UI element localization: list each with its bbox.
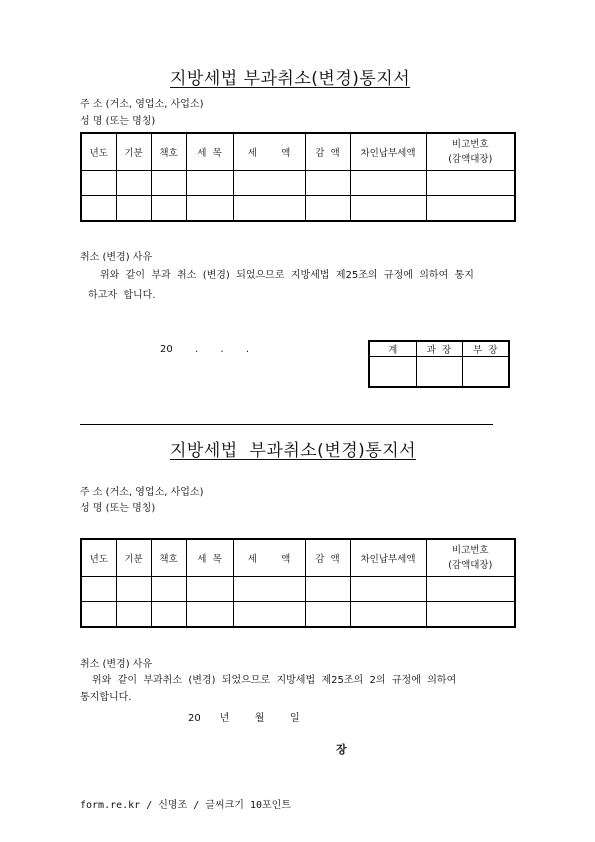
table-cell[interactable]: [116, 577, 151, 602]
table-cell[interactable]: [426, 196, 515, 222]
table-cell[interactable]: [305, 602, 350, 628]
form1-reason-label: 취소 (변경) 사유: [80, 252, 153, 263]
table-cell[interactable]: [116, 196, 151, 222]
table-row: [81, 602, 515, 628]
table-cell[interactable]: [350, 602, 426, 628]
table-cell[interactable]: [350, 577, 426, 602]
column-header: 감 액: [305, 133, 350, 171]
table-cell[interactable]: [305, 171, 350, 196]
table-cell[interactable]: [426, 171, 515, 196]
form1-date-line: 20 . . .: [160, 344, 250, 355]
column-header: 세 목: [186, 133, 233, 171]
form1-name-label: 성 명 (또는 명칭): [80, 116, 156, 127]
column-header: 책호: [151, 539, 186, 577]
table-header-row: [81, 539, 515, 577]
table-cell[interactable]: [350, 196, 426, 222]
form2-date-line: 20 년 월 일: [188, 713, 300, 724]
table-cell[interactable]: [305, 196, 350, 222]
table-header-row: [81, 133, 515, 171]
form2-name-label: 성 명 (또는 명칭): [80, 503, 156, 514]
form2-body-line2: 통지합니다.: [80, 692, 132, 703]
form2-body-line1: 위와 같이 부과취소 (변경) 되었으므로 지방세법 제25조의 2의 규정에 의하여: [92, 675, 457, 686]
form1-body-line2: 하고자 합니다.: [88, 290, 156, 301]
approval-sign-cell[interactable]: [462, 357, 509, 387]
column-header: 비고번호 (감액대장): [426, 539, 515, 577]
table-row: [81, 196, 515, 222]
column-header: 세 액: [233, 539, 305, 577]
table-cell[interactable]: [81, 602, 116, 628]
table-cell[interactable]: [233, 577, 305, 602]
form1-address-label: 주 소 (거소, 영업소, 사업소): [80, 99, 204, 110]
column-header: 책호: [151, 133, 186, 171]
column-header: 기분: [116, 539, 151, 577]
table-cell[interactable]: [186, 602, 233, 628]
column-header: 년도: [81, 539, 116, 577]
form2-tax-table: [80, 538, 516, 628]
table-cell[interactable]: [151, 196, 186, 222]
column-header: 세 액: [233, 133, 305, 171]
table-cell[interactable]: [233, 602, 305, 628]
column-header: 세 목: [186, 539, 233, 577]
table-cell[interactable]: [81, 171, 116, 196]
column-header: 기분: [116, 133, 151, 171]
approval-box: [368, 340, 510, 388]
table-cell[interactable]: [426, 602, 515, 628]
form-separator: [80, 424, 493, 425]
approval-header-director: 부 장: [462, 341, 509, 357]
table-cell[interactable]: [81, 577, 116, 602]
approval-header-clerk: 계: [369, 341, 416, 357]
table-cell[interactable]: [151, 171, 186, 196]
column-header: 비고번호 (감액대장): [426, 133, 515, 171]
form2-address-label: 주 소 (거소, 영업소, 사업소): [80, 487, 204, 498]
form2-title: 지방세법 부과취소(변경)통지서: [170, 441, 417, 461]
table-cell[interactable]: [426, 577, 515, 602]
table-cell[interactable]: [151, 577, 186, 602]
form1-body-line1: 위와 같이 부과 취소 (변경) 되었으므로 지방세법 제25조의 규정에 의하여 통지: [100, 270, 474, 281]
table-cell[interactable]: [233, 196, 305, 222]
table-cell[interactable]: [81, 196, 116, 222]
approval-sign-cell[interactable]: [416, 357, 462, 387]
approval-header-section-chief: 과 장: [416, 341, 462, 357]
table-cell[interactable]: [350, 171, 426, 196]
table-cell[interactable]: [186, 196, 233, 222]
seal-mark: 장: [336, 743, 347, 756]
table-cell[interactable]: [116, 171, 151, 196]
table-row: [81, 171, 515, 196]
form1-tax-table: [80, 132, 516, 222]
column-header: 감 액: [305, 539, 350, 577]
footer-note: form.re.kr / 신명조 / 글씨크기 10포인트: [80, 800, 291, 811]
column-header: 차인납부세액: [350, 133, 426, 171]
column-header: 차인납부세액: [350, 539, 426, 577]
table-cell[interactable]: [305, 577, 350, 602]
table-row: [81, 577, 515, 602]
column-header: 년도: [81, 133, 116, 171]
table-cell[interactable]: [151, 602, 186, 628]
table-cell[interactable]: [186, 577, 233, 602]
form2-reason-label: 취소 (변경) 사유: [80, 659, 153, 670]
form1-title: 지방세법 부과취소(변경)통지서: [170, 69, 411, 89]
table-cell[interactable]: [116, 602, 151, 628]
table-cell[interactable]: [186, 171, 233, 196]
approval-sign-cell[interactable]: [369, 357, 416, 387]
table-cell[interactable]: [233, 171, 305, 196]
